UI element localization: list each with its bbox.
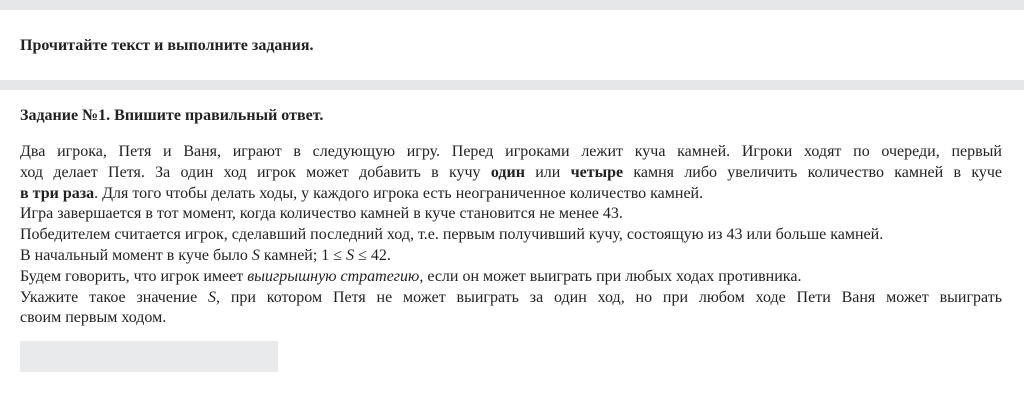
bold-term-triple: в три раза [20,184,95,202]
text-fragment: , если он может выиграть при любых ходах противника. [419,267,802,285]
bold-term-four: четыре [570,163,624,181]
text-line [20,246,1002,267]
text-line [20,288,1002,309]
task-container [0,90,1024,372]
text-fragment: или [524,163,571,181]
text-fragment: камней; 1 ≤ [259,246,347,264]
text-fragment: Укажите такое значение [20,288,208,306]
variable-s: S [208,288,216,306]
text-fragment: , при котором Петя не может выиграть за один ход, но при любом ходе Пети Ваня может выиграть [216,288,1002,306]
answer-input[interactable] [20,341,278,372]
text-line [20,184,1002,205]
text-fragment: камня либо увеличить количество камней в куче [623,163,1003,181]
italic-term-strategy: выигрышную стратегию [247,267,420,285]
text-fragment: . Для того чтобы делать ходы, у каждого игрока есть неограниченное количество камней. [94,184,704,202]
task-title: Задание №1. Впишите правильный ответ. [20,107,324,124]
section-divider [0,80,1024,90]
text-line: Два игрока, Петя и Ваня, играют в следующую игру. Перед игроками лежит куча камней. Игроки ходят по очереди, первый [20,143,1002,160]
text-line: своим первым ходом. [20,309,167,327]
section-instruction: Прочитайте текст и выполните задания. [20,37,314,54]
text-fragment: ход делает Петя. За один ход игрок может добавить в кучу [20,163,491,181]
text-fragment: Будем говорить, что игрок имеет [20,267,248,285]
text-fragment: ≤ 42. [354,246,391,264]
variable-s: S [251,246,260,264]
variable-s: S [346,246,355,264]
text-line [20,163,1002,184]
top-band [0,0,1024,10]
text-fragment: В начальный момент в куче было [20,246,252,264]
bold-term-one: один [490,163,525,181]
task-text [20,142,1002,329]
text-line: Победителем считается игрок, сделавший последний ход, т.е. первым получивший кучу, состоящую из 43 или больше камней. [20,226,884,244]
text-line: Игра завершается в тот момент, когда количество камней в куче становится не менее 43. [20,205,623,223]
text-line [20,267,1002,288]
